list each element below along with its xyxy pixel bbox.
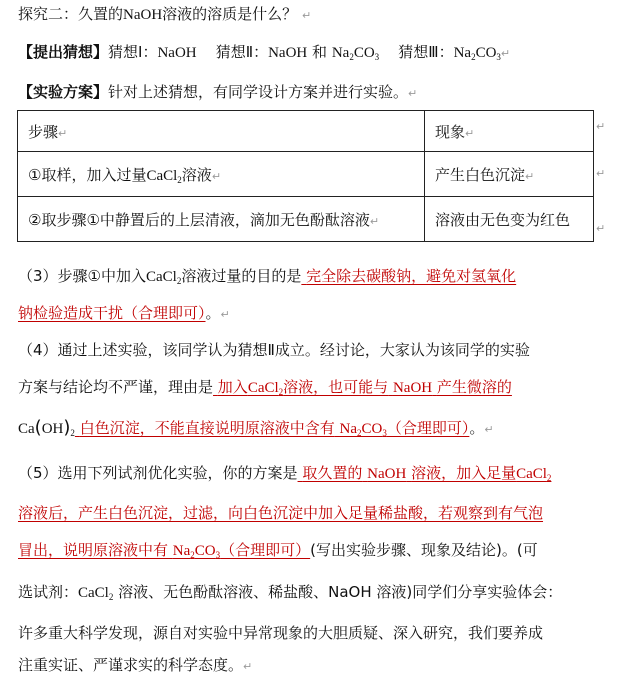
paragraph-mark-icon: ↵ bbox=[596, 120, 606, 133]
guess1-chem: NaOH bbox=[157, 45, 197, 61]
guess2-and: 和 bbox=[312, 43, 328, 61]
guess2-chem-b: $Na_2CO_3$ bbox=[331, 45, 380, 62]
plan-line bbox=[18, 82, 417, 104]
q4-answer-cont: 白色沉淀，不能直接说明原溶液中含有 $Na_2CO_3$（合理即可） bbox=[79, 419, 470, 438]
table-cell-step: ②取步骤①中静置后的上层清液，滴加无色酚酞溶液↵ bbox=[18, 197, 425, 242]
hypothesis-line bbox=[18, 42, 510, 64]
section-title bbox=[18, 4, 311, 26]
experiment-table bbox=[17, 110, 594, 242]
paragraph-mark-icon: ↵ bbox=[596, 167, 606, 180]
q5-line-2 bbox=[18, 503, 543, 523]
guess3-label: 猜想Ⅲ： bbox=[398, 43, 454, 61]
paragraph-mark-icon: ↵ bbox=[243, 660, 253, 673]
hypothesis-label: 【提出猜想】 bbox=[18, 43, 109, 61]
table-row bbox=[18, 152, 594, 197]
title-text-end: 溶液的溶质是什么？ bbox=[162, 5, 298, 23]
q3-answer: 完全除去碳酸钠，避免对氢氧化 bbox=[306, 267, 517, 285]
paragraph-mark-icon: ↵ bbox=[301, 9, 312, 22]
q5-line-4: 选试剂：CaCl$_2$ 溶液、无色酚酞溶液、稀盐酸、NaOH 溶液)同学们分享实验体会： bbox=[18, 583, 563, 602]
q3-answer-cont: 钠检验造成干扰（合理即可） bbox=[18, 304, 206, 322]
q5-answer: 取久置的 NaOH 溶液，加入足量CaCl$_2$ bbox=[302, 464, 552, 483]
guess3-chem: $Na_2CO_3$ bbox=[453, 45, 501, 62]
table-cell-result: 溶液由无色变为红色 bbox=[425, 197, 594, 242]
closing-line-1: 许多重大科学发现，源自对实验中异常现象的大胆质疑、深入研究，我们要养成 bbox=[18, 624, 544, 642]
q5-line-1: （5）选用下列试剂优化实验，你的方案是 取久置的 NaOH 溶液，加入足量CaCl$_2$ bbox=[18, 464, 552, 483]
paragraph-mark-icon: ↵ bbox=[500, 47, 511, 60]
title-chem: NaOH bbox=[123, 7, 163, 23]
q5-answer-end: 冒出，说明原溶液中有 $Na_2CO_3$（合理即可） bbox=[18, 541, 311, 560]
guess2-label: 猜想Ⅱ： bbox=[215, 43, 269, 61]
table-cell-step: ①取样，加入过量CaCl$_2$溶液↵ bbox=[18, 152, 425, 197]
guess2-chem-a: NaOH bbox=[268, 45, 308, 61]
q4-answer: 加入CaCl$_2$溶液，也可能与 NaOH 产生微溶的 bbox=[217, 378, 512, 397]
paragraph-mark-icon: ↵ bbox=[408, 87, 418, 100]
table-row bbox=[18, 197, 594, 242]
table-row bbox=[18, 111, 594, 152]
paragraph-mark-icon: ↵ bbox=[220, 308, 230, 321]
closing-line-2: 注重实证、严谨求实的科学态度。↵ bbox=[18, 656, 253, 674]
table-header-step: 步骤↵ bbox=[18, 111, 425, 152]
guess1-label: 猜想Ⅰ： bbox=[108, 43, 158, 61]
q5-answer-cont: 溶液后，产生白色沉淀，过滤，向白色沉淀中加入足量稀盐酸，若观察到有气泡 bbox=[18, 504, 544, 522]
plan-label: 【实验方案】 bbox=[18, 83, 109, 101]
paragraph-mark-icon: ↵ bbox=[596, 222, 606, 235]
q4-line-3: $Ca(OH)_2$ 白色沉淀，不能直接说明原溶液中含有 $Na_2CO_3$（合理即可）。↵ bbox=[18, 417, 494, 438]
plan-text: 针对上述猜想，有同学设计方案并进行实验。 bbox=[108, 83, 409, 101]
q5-line-3: 冒出，说明原溶液中有 $Na_2CO_3$（合理即可）(写出实验步骤、现象及结论)。(可 bbox=[18, 541, 538, 560]
table-cell-result: 产生白色沉淀↵ bbox=[425, 152, 594, 197]
table-header-result: 现象↵ bbox=[425, 111, 594, 152]
q4-line-2: 方案与结论均不严谨，理由是 加入CaCl$_2$溶液，也可能与 NaOH 产生微溶的 bbox=[18, 378, 512, 397]
title-text: 探究二：久置的 bbox=[18, 5, 124, 23]
q3-line-2: 钠检验造成干扰（合理即可）。↵ bbox=[18, 304, 230, 322]
q4-line-1: （4）通过上述实验，该同学认为猜想Ⅱ成立。经讨论，大家认为该同学的实验 bbox=[18, 341, 530, 359]
q3-line-1: （3）步骤①中加入CaCl$_2$溶液过量的目的是 完全除去碳酸钠，避免对氢氧化 bbox=[18, 267, 517, 286]
paragraph-mark-icon: ↵ bbox=[484, 423, 494, 436]
